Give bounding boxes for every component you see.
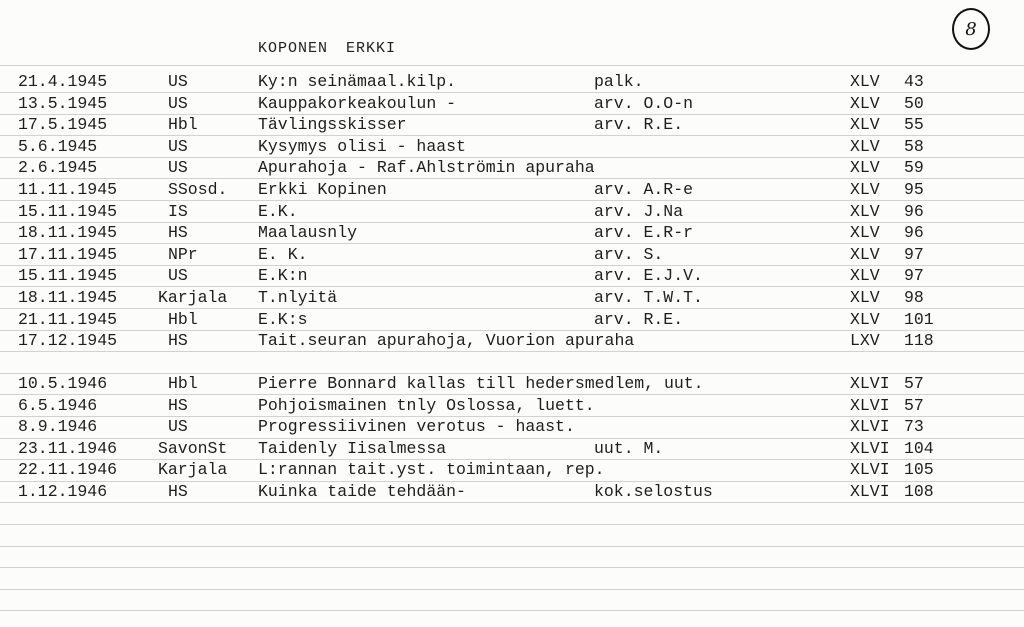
entry-title: Kysymys olisi - haast [258,136,466,156]
entry-newspaper: US [168,417,188,437]
clipping-entry [0,114,1024,136]
entry-volume: XLVI [850,395,890,415]
entry-title: E.K:s [258,309,308,329]
entry-type: arv. E.R-r [594,223,694,243]
entry-newspaper: HS [168,331,188,351]
clipping-entry [0,395,1024,417]
entry-date: 5.6.1945 [18,136,98,156]
entry-volume: XLVI [850,417,890,437]
ruled-line [0,610,1024,611]
entry-date: 21.11.1945 [18,309,118,329]
entry-page: 57 [904,374,924,393]
entry-date: 1.12.1946 [18,482,108,501]
entry-volume: XLV [850,136,880,156]
entry-newspaper: Karjala [158,288,228,307]
entry-page: 95 [904,180,924,199]
entry-page: 104 [904,438,934,458]
entry-date: 18.11.1945 [18,288,118,307]
entry-date: 13.5.1945 [18,93,108,113]
entry-newspaper: NPr [168,244,198,264]
entry-volume: XLV [850,158,880,178]
clipping-entry [0,71,1024,93]
clipping-entry [0,416,1024,438]
clipping-entry [0,201,1024,223]
entry-newspaper: SSosd. [168,180,228,199]
entry-volume: XLV [850,223,880,243]
clipping-entry [0,459,1024,481]
entry-date: 2.6.1945 [18,158,98,178]
entry-title: Ky:n seinämaal.kilp. [258,72,457,91]
entry-newspaper: US [168,266,188,286]
entry-page: 58 [904,136,924,156]
clipping-entry [0,222,1024,244]
entry-type: arv. R.E. [594,309,684,329]
person-name [258,40,414,57]
entry-title: L:rannan tait.yst. toimintaan, rep. [258,460,605,480]
ruled-line [0,589,1024,590]
entry-type: uut. M. [594,438,664,458]
entry-date: 11.11.1945 [18,180,118,199]
entry-type: palk. [594,72,644,91]
entry-title: E. K. [258,244,308,264]
entry-date: 15.11.1945 [18,266,118,286]
entry-title: E.K. [258,201,298,221]
card-number-circle [952,8,990,50]
entry-page: 101 [904,309,934,329]
entry-title: Taidenly Iisalmessa [258,438,447,458]
entry-type: arv. S. [594,244,664,264]
entry-type: arv. J.Na [594,201,684,221]
entry-newspaper: HS [168,395,188,415]
clipping-entry [0,309,1024,331]
entry-newspaper: Karjala [158,460,228,480]
entry-page: 55 [904,115,924,135]
entry-title: Pohjoismainen tnly Oslossa, luett. [258,395,595,415]
entry-volume: XLVI [850,374,890,393]
card-number: 8 [965,18,977,40]
entry-newspaper: Hbl [168,374,198,393]
entry-date: 10.5.1946 [18,374,108,393]
entry-date: 17.11.1945 [18,244,118,264]
clipping-entry [0,179,1024,201]
entry-page: 57 [904,395,924,415]
clipping-entry [0,136,1024,158]
entry-page: 96 [904,201,924,221]
entry-type: arv. T.W.T. [594,288,703,307]
entry-date: 6.5.1946 [18,395,98,415]
clipping-entry [0,265,1024,287]
last-name: KOPONEN [258,40,329,57]
entry-page: 59 [904,158,924,178]
entry-newspaper: SavonSt [158,438,228,458]
ruled-line [0,546,1024,547]
entry-volume: XLV [850,115,880,135]
entry-volume: XLV [850,288,880,307]
entry-volume: XLV [850,266,880,286]
entry-type: kok.selostus [594,482,713,501]
entry-title: Erkki Kopinen [258,180,387,199]
entry-page: 118 [904,331,934,351]
entry-page: 97 [904,244,924,264]
entry-title: Maalausnly [258,223,358,243]
entry-type: arv. O.O-n [594,93,694,113]
entry-title: Pierre Bonnard kallas till hedersmedlem, uut. [258,374,704,393]
ruled-line [0,65,1024,66]
entry-volume: XLVI [850,482,890,501]
entry-volume: XLV [850,244,880,264]
entry-title: Kauppakorkeakoulun - [258,93,457,113]
entry-volume: XLV [850,72,880,91]
entry-title: Progressiivinen verotus - haast. [258,417,575,437]
entry-title: T.nlyitä [258,288,338,307]
clipping-entry [0,330,1024,352]
first-name: ERKKI [346,40,397,57]
entry-volume: LXV [850,331,880,351]
entry-newspaper: IS [168,201,188,221]
entry-type: arv. A.R-e [594,180,694,199]
ruled-line [0,567,1024,568]
entry-page: 96 [904,223,924,243]
entry-page: 98 [904,288,924,307]
entry-date: 22.11.1946 [18,460,118,480]
clipping-entry [0,481,1024,503]
entry-date: 23.11.1946 [18,438,118,458]
entry-newspaper: Hbl [168,115,198,135]
entry-newspaper: HS [168,223,188,243]
entry-volume: XLV [850,309,880,329]
entry-newspaper: US [168,158,188,178]
entry-date: 21.4.1945 [18,72,108,91]
entry-page: 105 [904,460,934,480]
entry-date: 8.9.1946 [18,417,98,437]
entry-date: 18.11.1945 [18,223,118,243]
clipping-entry [0,373,1024,395]
entry-volume: XLV [850,180,880,199]
clipping-entry [0,438,1024,460]
entry-type: arv. E.J.V. [594,266,703,286]
entry-date: 17.5.1945 [18,115,108,135]
entry-title: E.K:n [258,266,308,286]
clipping-entry [0,244,1024,266]
entry-title: Apurahoja - Raf.Ahlströmin apuraha [258,158,595,178]
entry-newspaper: US [168,136,188,156]
clipping-entry [0,93,1024,115]
entry-newspaper: Hbl [168,309,198,329]
entry-page: 43 [904,72,924,91]
entry-date: 17.12.1945 [18,331,118,351]
entry-page: 108 [904,482,934,501]
entry-volume: XLVI [850,460,890,480]
entry-newspaper: HS [168,482,188,501]
entry-title: Tait.seuran apurahoja, Vuorion apuraha [258,331,635,351]
entry-date: 15.11.1945 [18,201,118,221]
entry-title: Kuinka taide tehdään- [258,482,466,501]
entry-volume: XLV [850,201,880,221]
entry-page: 97 [904,266,924,286]
entry-volume: XLVI [850,438,890,458]
entry-page: 50 [904,93,924,113]
entry-newspaper: US [168,72,188,91]
entry-newspaper: US [168,93,188,113]
entry-type: arv. R.E. [594,115,684,135]
entry-title: Tävlingsskisser [258,115,407,135]
clipping-entry [0,287,1024,309]
entry-volume: XLV [850,93,880,113]
ruled-line [0,524,1024,525]
entry-page: 73 [904,417,924,437]
clipping-entry [0,157,1024,179]
